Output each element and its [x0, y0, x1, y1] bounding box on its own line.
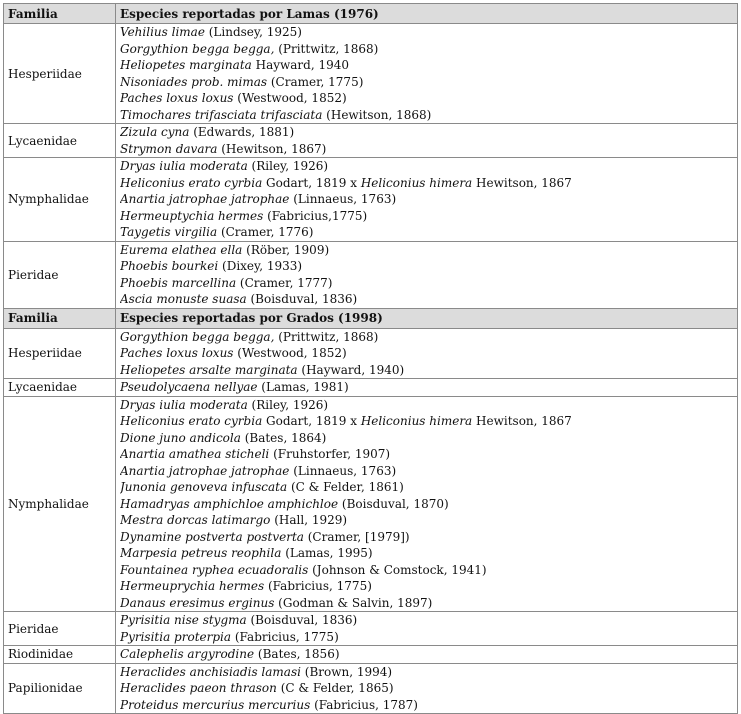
species-scientific-name: Ascia monuste suasa: [120, 292, 247, 306]
species-entry: [120, 680, 733, 697]
species-list: [116, 612, 738, 646]
species-authority: (Westwood, 1852): [233, 91, 347, 105]
species-entry: [120, 208, 733, 225]
species-scientific-name: Paches loxus loxus: [120, 91, 234, 105]
species-authority: (Boisduval, 1836): [246, 613, 358, 627]
species-scientific-name: Proteidus mercurius mercurius: [120, 697, 311, 712]
family-name: Papilionidae: [4, 663, 116, 714]
species-entry: [120, 664, 733, 681]
species-list: [116, 158, 738, 242]
family-row: [4, 158, 738, 242]
species-authority: (Cramer, 1775): [267, 74, 364, 89]
species-scientific-name: Danaus eresimus erginus: [120, 595, 275, 610]
species-scientific-name: Pyrisitia proterpia: [120, 629, 232, 644]
species-scientific-name: Gorgythion begga begga,: [120, 329, 275, 344]
species-scientific-name: Marpesia petreus reophila: [120, 546, 282, 560]
species-entry: [120, 57, 733, 74]
species-list: [116, 663, 738, 714]
table-header-row: [4, 308, 738, 328]
species-entry: [120, 141, 733, 158]
family-name: Hesperiidae: [4, 328, 116, 379]
species-entry: [120, 275, 733, 292]
species-entry: [120, 578, 733, 595]
species-entry: [120, 379, 733, 396]
species-authority: (Fabricius, 1775): [264, 579, 372, 593]
species-scientific-name: Dryas iulia moderata: [120, 397, 248, 412]
species-authority: (Lamas, 1995): [281, 546, 373, 560]
species-scientific-name: Phoebis bourkei: [120, 259, 219, 273]
family-row: [4, 663, 738, 714]
species-authority: (Hewitson, 1867): [217, 141, 327, 156]
species-authority: (Röber, 1909): [242, 242, 330, 257]
species-authority: (Fabricius, 1787): [310, 697, 418, 712]
species-entry: [120, 479, 733, 496]
species-entry: [120, 545, 733, 562]
species-authority: (Lindsey, 1925): [204, 25, 302, 39]
species-authority: (Prittwitz, 1868): [274, 41, 379, 56]
species-entry: [120, 397, 733, 414]
species-scientific-name: Paches loxus loxus: [120, 346, 234, 360]
species-entry: [120, 224, 733, 241]
species-authority: (Boisduval, 1836): [246, 292, 358, 306]
species-authority: (Cramer, 1776): [217, 225, 314, 239]
species-scientific-name: Heliconius erato cyrbia: [120, 414, 263, 428]
species-entry: [120, 446, 733, 463]
species-scientific-name: Heraclides paeon thrason: [120, 681, 277, 695]
species-authority: (Fabricius,1775): [263, 208, 368, 223]
family-row: [4, 612, 738, 646]
species-authority: (Hewitson, 1868): [322, 107, 432, 122]
family-row: [4, 646, 738, 664]
species-authority: (Linnaeus, 1763): [289, 192, 397, 206]
species-scientific-name: Heraclides anchisiadis lamasi: [120, 664, 301, 679]
species-list: [116, 124, 738, 158]
species-scientific-name: Hamadryas amphichloe amphichloe: [120, 496, 339, 511]
family-name: Pieridae: [4, 612, 116, 646]
family-name: Riodinidae: [4, 646, 116, 664]
species-list: [116, 24, 738, 124]
species-scientific-name: Eurema elathea ella: [120, 242, 243, 257]
species-scientific-name: Dione juno andicola: [120, 430, 241, 445]
species-entry: [120, 529, 733, 546]
species-scientific-name: Pseudolycaena nellyae: [120, 380, 258, 394]
family-row: [4, 396, 738, 612]
species-authority: (Fruhstorfer, 1907): [269, 447, 391, 461]
species-entry: [120, 413, 733, 430]
species-scientific-name: Hermeuptychia hermes: [120, 208, 264, 223]
species-authority: Hewitson, 1867: [472, 414, 572, 428]
family-row: [4, 24, 738, 124]
species-entry: [120, 646, 733, 663]
species-entry: [120, 430, 733, 447]
species-entry: [120, 158, 733, 175]
family-name: Lycaenidae: [4, 124, 116, 158]
species-authority: (Cramer, 1777): [236, 275, 333, 290]
species-authority: (Fabricius, 1775): [231, 629, 339, 644]
species-authority: (Boisduval, 1870): [338, 496, 449, 511]
family-name: Nymphalidae: [4, 396, 116, 612]
species-entry: [120, 242, 733, 259]
species-scientific-name: Dynamine postverta postverta: [120, 529, 304, 544]
species-entry: [120, 291, 733, 308]
species-scientific-name: Dryas iulia moderata: [120, 159, 248, 173]
species-entry: [120, 562, 733, 579]
species-entry: [120, 629, 733, 646]
species-authority: (Johnson & Comstock, 1941): [308, 562, 487, 577]
table-header-row: [4, 4, 738, 24]
family-row: [4, 379, 738, 397]
species-authority: (Cramer, [1979]): [303, 529, 410, 544]
header-familia: Familia: [4, 308, 116, 328]
species-authority: Hayward, 1940: [251, 58, 350, 72]
species-table: [3, 3, 738, 714]
species-entry: [120, 345, 733, 362]
species-authority: (Riley, 1926): [247, 397, 329, 412]
species-authority: (Lamas, 1981): [257, 380, 349, 394]
species-authority: Hewitson, 1867: [472, 175, 572, 190]
family-name: Nymphalidae: [4, 158, 116, 242]
species-scientific-name: Heliconius erato cyrbia: [120, 175, 263, 190]
species-entry: [120, 258, 733, 275]
species-list: [116, 241, 738, 308]
species-scientific-name: Pyrisitia nise stygma: [120, 613, 247, 627]
species-authority: Godart, 1819 x: [262, 175, 361, 190]
species-entry: [120, 512, 733, 529]
species-scientific-name: Anartia amathea sticheli: [120, 447, 270, 461]
species-entry: [120, 74, 733, 91]
species-scientific-name: Vehilius limae: [120, 25, 205, 39]
species-authority: (Hall, 1929): [270, 513, 348, 527]
species-scientific-name: Heliconius himera: [360, 414, 473, 428]
species-scientific-name: Zizula cyna: [120, 125, 190, 139]
species-scientific-name: Fountainea ryphea ecuadoralis: [120, 562, 309, 577]
species-scientific-name: Strymon davara: [120, 141, 218, 156]
header-species-source: Especies reportadas por Lamas (1976): [116, 4, 738, 24]
species-authority: (Hayward, 1940): [297, 362, 405, 377]
species-table-body: [4, 4, 738, 714]
species-entry: [120, 595, 733, 612]
species-scientific-name: Heliconius himera: [360, 175, 473, 190]
species-scientific-name: Anartia jatrophae jatrophae: [120, 192, 290, 206]
species-scientific-name: Gorgythion begga begga,: [120, 41, 275, 56]
species-entry: [120, 107, 733, 124]
species-authority: (Godman & Salvin, 1897): [274, 595, 433, 610]
species-list: [116, 379, 738, 397]
species-scientific-name: Phoebis marcellina: [120, 275, 237, 290]
species-authority: (Riley, 1926): [247, 159, 329, 173]
species-scientific-name: Taygetis virgilia: [120, 225, 218, 239]
species-scientific-name: Nisoniades prob. mimas: [120, 74, 268, 89]
species-authority: (Bates, 1864): [240, 430, 327, 445]
header-species-source: Especies reportadas por Grados (1998): [116, 308, 738, 328]
species-authority: (Bates, 1856): [254, 647, 340, 661]
species-authority: (Westwood, 1852): [233, 346, 347, 360]
species-authority: (Edwards, 1881): [189, 125, 295, 139]
species-entry: [120, 175, 733, 192]
species-scientific-name: Heliopetes marginata: [120, 58, 252, 72]
species-scientific-name: Timochares trifasciata trifasciata: [120, 107, 323, 122]
species-entry: [120, 24, 733, 41]
species-scientific-name: Mestra dorcas latimargo: [120, 513, 271, 527]
species-authority: (C & Felder, 1861): [287, 480, 404, 494]
species-entry: [120, 329, 733, 346]
species-authority: Godart, 1819 x: [262, 414, 361, 428]
species-authority: (C & Felder, 1865): [276, 681, 394, 695]
family-row: [4, 241, 738, 308]
species-list: [116, 396, 738, 612]
species-authority: (Brown, 1994): [300, 664, 393, 679]
species-scientific-name: Anartia jatrophae jatrophae: [120, 463, 290, 478]
species-entry: [120, 90, 733, 107]
species-list: [116, 646, 738, 664]
family-row: [4, 328, 738, 379]
species-entry: [120, 463, 733, 480]
header-familia: Familia: [4, 4, 116, 24]
species-entry: [120, 41, 733, 58]
species-scientific-name: Heliopetes arsalte marginata: [120, 362, 298, 377]
family-name: Lycaenidae: [4, 379, 116, 397]
family-row: [4, 124, 738, 158]
species-authority: (Prittwitz, 1868): [274, 329, 379, 344]
species-list: [116, 328, 738, 379]
species-authority: (Linnaeus, 1763): [289, 463, 397, 478]
species-entry: [120, 362, 733, 379]
species-entry: [120, 191, 733, 208]
species-entry: [120, 496, 733, 513]
species-scientific-name: Calephelis argyrodine: [120, 647, 255, 661]
species-authority: (Dixey, 1933): [218, 259, 303, 273]
species-entry: [120, 124, 733, 141]
species-scientific-name: Hermeuprychia hermes: [120, 579, 265, 593]
family-name: Pieridae: [4, 241, 116, 308]
species-entry: [120, 612, 733, 629]
species-scientific-name: Junonia genoveva infuscata: [120, 480, 288, 494]
family-name: Hesperiidae: [4, 24, 116, 124]
